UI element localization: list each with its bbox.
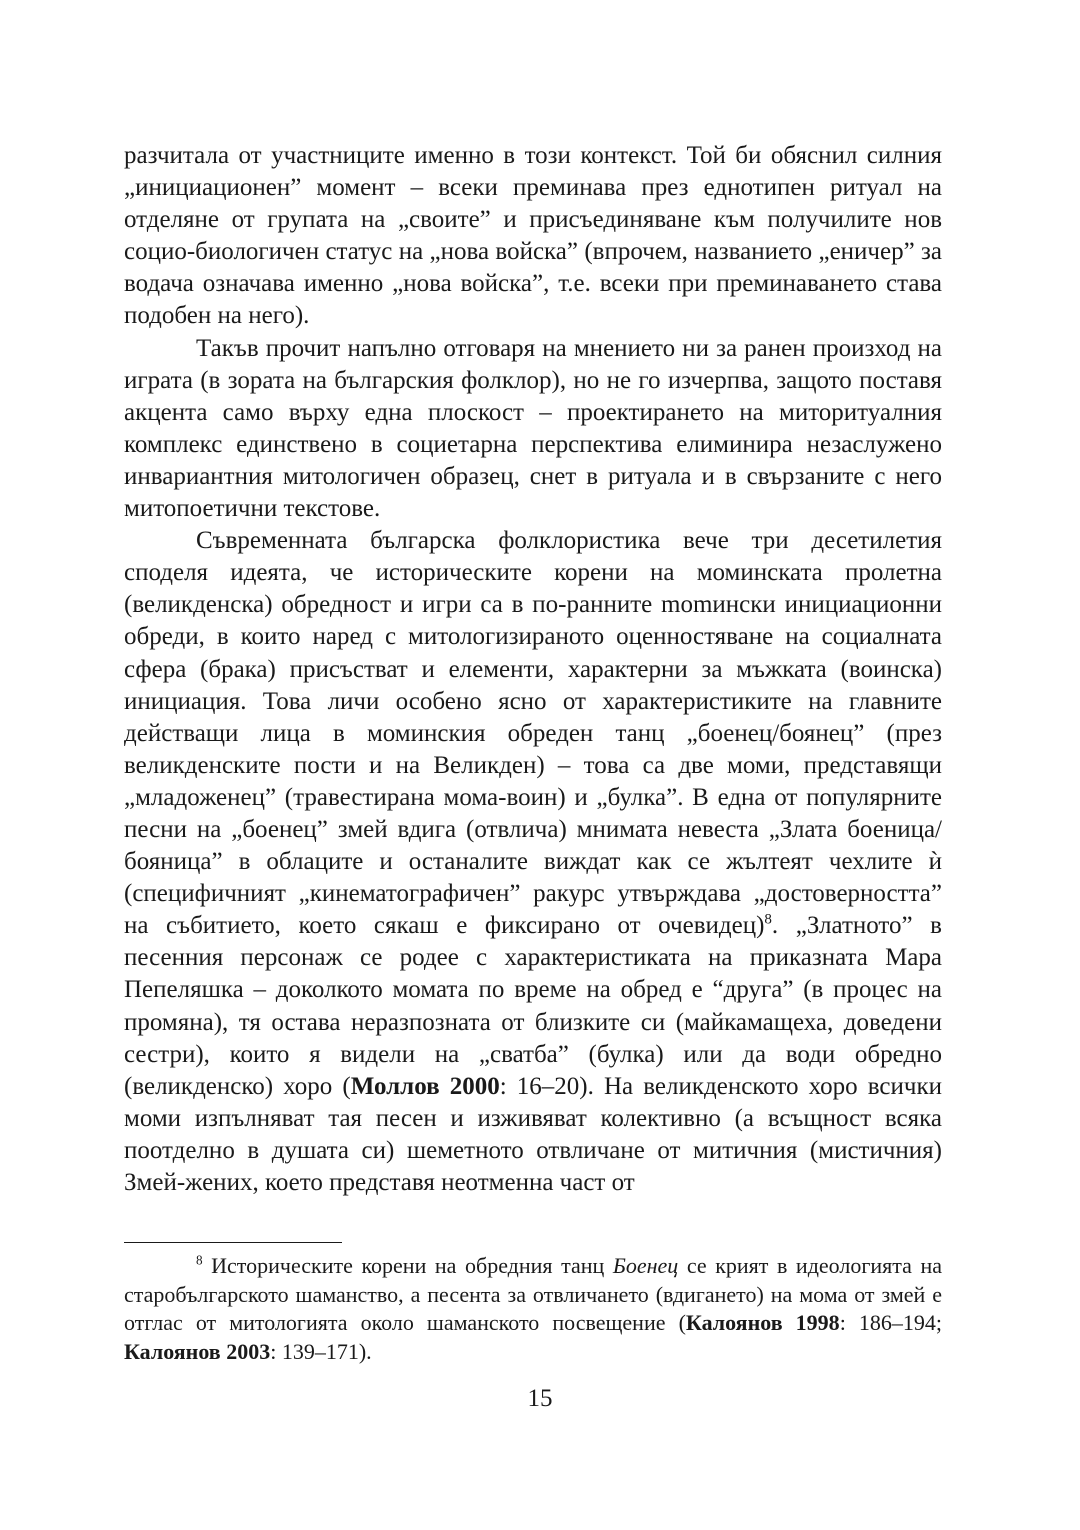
text-run: Съвременната българска фолклористика вече три десетилетия споделя идеята, че историческите корени на моминската пролетна (великденска) обредност и игри са в по-ранните momински инициационни обреди, в които наред с митологизираното оценностяване на социалната сфера (брака) присъстват и елементи, характерни за мъжката (воинска) инициация. Това личи особено ясно от характеристиките на главните действащи лица в моминския обреден танц „боенец/боянец” (през великденските пости и на Великден) – това са две моми, представящи „младоженец” (травестирана мома-воин) и „булка”. В една от популярните песни на „боенец” змей вдига (отвлича) мнимата невеста „Злата боеница/бояница” в облаците и останалите виждат как се жълтеят чехлите ѝ (специфичният „кинематографичен” ракурс утвърждава „достоверността” на събитието, което сякаш е фиксирано от очевидец): [124, 527, 942, 940]
paragraph: [124, 525, 942, 1199]
page-number: 15: [527, 1385, 553, 1412]
citation: Калоянов 2003: [124, 1338, 271, 1364]
footnote-marker: 8: [764, 911, 772, 928]
text-run: се крият в идеологията на старобългарското шаманство, а песента за отвличането (вдигането) на мома от змей е отглас от митологията около шаманското посвещение (: [124, 1253, 943, 1336]
footnotes: [124, 1252, 942, 1366]
text-run: : 186–194;: [839, 1310, 942, 1336]
footnote-marker: 8: [196, 1252, 203, 1268]
text-run: Боенец: [612, 1253, 679, 1278]
text-run: : 139–171).: [270, 1338, 372, 1364]
footnote: [124, 1252, 942, 1366]
main-text: [124, 140, 942, 1199]
text-run: Такъв прочит напълно отговаря на мнението ни за ранен произход на играта (в зората на българския фолклор), но не го изчерпва, защото поставя акцента само върху една плоскост – проектирането на миторитуалния комплекс единствено в социетарна перспектива елиминира незаслужено инвариантния митологичен образец, снет в ритуала и в свързаните с него митопоетични текстове.: [124, 334, 942, 523]
body-text: [124, 140, 942, 1199]
citation: Калоянов 1998: [685, 1310, 840, 1336]
paragraph: [124, 140, 942, 333]
text-run: Историческите корени на обредния танц: [202, 1253, 613, 1278]
paragraph: [124, 333, 942, 526]
citation: Моллов 2000: [350, 1072, 500, 1100]
footnote-separator: [124, 1242, 342, 1243]
text-run: разчитала от участниците именно в този контекст. Той би обяснил силния „инициационен” момент – всеки преминава през еднотипен ритуал на отделяне от групата на „своите” и присъединяване към получилите нов социо-биологичен статус на „нова войска” (впрочем, названието „еничер” за водача означава именно „нова войска”, т.е. всеки при преминаването става подобен на него).: [124, 142, 942, 330]
text-run: : 16–20). На великденското хоро всички моми изпълняват тая песен и изживяват колективно (а всъщност всяка поотделно в душата си) шеметното отвличане от митичния (мистичния) Змей-жених, което представя неотменна част от: [124, 1072, 942, 1196]
text-run: . „Златното” в песенния персонаж се родее с характеристиката на приказната Мара Пепеляшка – доколкото момата по време на обред е “друга” (в процес на промяна), тя остава неразпозната от близките си (майкамащеха, доведени сестри), които я видели на „сватба” (булка) или да води обредно (великденско) хоро (: [124, 912, 942, 1100]
